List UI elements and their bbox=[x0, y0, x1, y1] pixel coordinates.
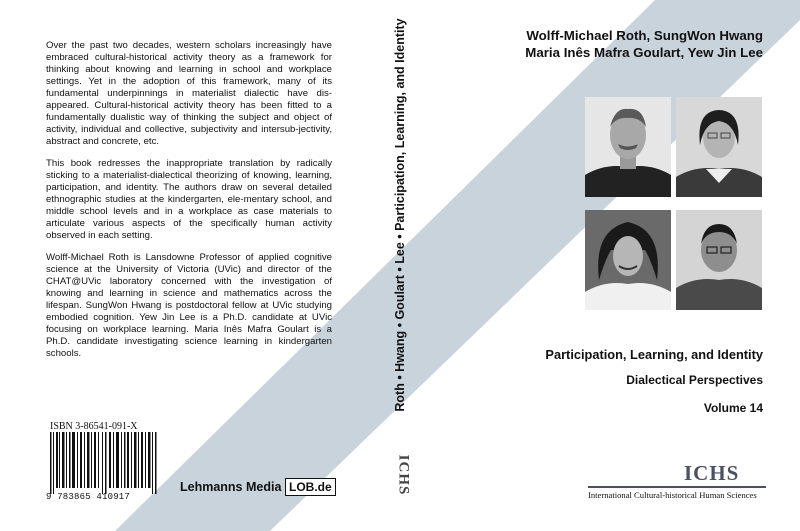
spine-title: Roth • Hwang • Goulart • Lee • Participation, Learning, and Identity bbox=[393, 18, 407, 412]
series-logo: ICHS bbox=[684, 461, 740, 485]
series-logo-rule bbox=[588, 486, 766, 488]
author-names bbox=[525, 27, 763, 61]
book-title: Participation, Learning, and Identity bbox=[545, 347, 763, 362]
book-subtitle: Dialectical Perspectives bbox=[626, 373, 763, 387]
publisher-logo: LOB.de bbox=[285, 478, 336, 496]
back-paragraph-2: This book redresses the inappropriate translation by radically sticking to a materialist-dialectical theorizing of knowing, learning, participation, and identity. The authors draw on several detailed ethnographic studies at the kindergarten, ele-mentary school, and middle school levels and in a workplace as case materials to articulate various aspects of the specifically human activity observed in each setting. bbox=[46, 158, 332, 241]
spine-logo-box bbox=[392, 445, 414, 505]
series-name: International Cultural-historical Human Sciences bbox=[588, 490, 757, 500]
spine-logo: ICHS bbox=[395, 454, 412, 496]
author-photo-goulart bbox=[585, 210, 671, 310]
authors-line-1: Wolff-Michael Roth, SungWon Hwang bbox=[526, 28, 763, 43]
publisher-name: Lehmanns Media bbox=[180, 480, 282, 494]
spine bbox=[380, 0, 420, 430]
portrait-image bbox=[585, 97, 671, 197]
barcode-number: 9 783865 410917 bbox=[46, 492, 131, 502]
author-photo-hwang bbox=[676, 97, 762, 197]
portrait-image bbox=[585, 210, 671, 310]
authors-line-2: Maria Inês Mafra Goulart, Yew Jin Lee bbox=[525, 45, 763, 60]
back-paragraph-1: Over the past two decades, western scholars increasingly have embraced cultural-historical activity theory as a framework for thinking about knowing and learning in school and workplace settings. Yet in the adoption of this framework, many of its fundamental underpinnings in materialist dialectic have dis-appeared. Cultural-historical activity theory has been fitted to a fundamentally dualistic way of thinking the subject and object of activity, individual and collective, subjectivity and intersub-jectivity, abstract and concrete, etc. bbox=[46, 40, 332, 147]
back-cover-text bbox=[46, 40, 332, 370]
portrait-image bbox=[676, 210, 762, 310]
portrait-image bbox=[676, 97, 762, 197]
volume-number: Volume 14 bbox=[703, 401, 763, 415]
barcode bbox=[48, 432, 160, 494]
author-photo-roth bbox=[585, 97, 671, 197]
author-photo-lee bbox=[676, 210, 762, 310]
back-paragraph-3: Wolff-Michael Roth is Lansdowne Professor of applied cognitive science at the University of Victoria (UVic) and director of the CHAT@UVic laboratory concerned with the investigation of knowing and learning in science and mathematics across the lifespan. SungWon Hwang is postdoctoral fellow at UVic studying embodied cognition. Yew Jin Lee is a Ph.D. candidate at UVic focusing on workplace learning. Maria Inês Mafra Goulart is a Ph.D. candidate investigating science learning in kindergarten schools. bbox=[46, 252, 332, 359]
isbn-label: ISBN 3-86541-091-X bbox=[50, 421, 138, 432]
